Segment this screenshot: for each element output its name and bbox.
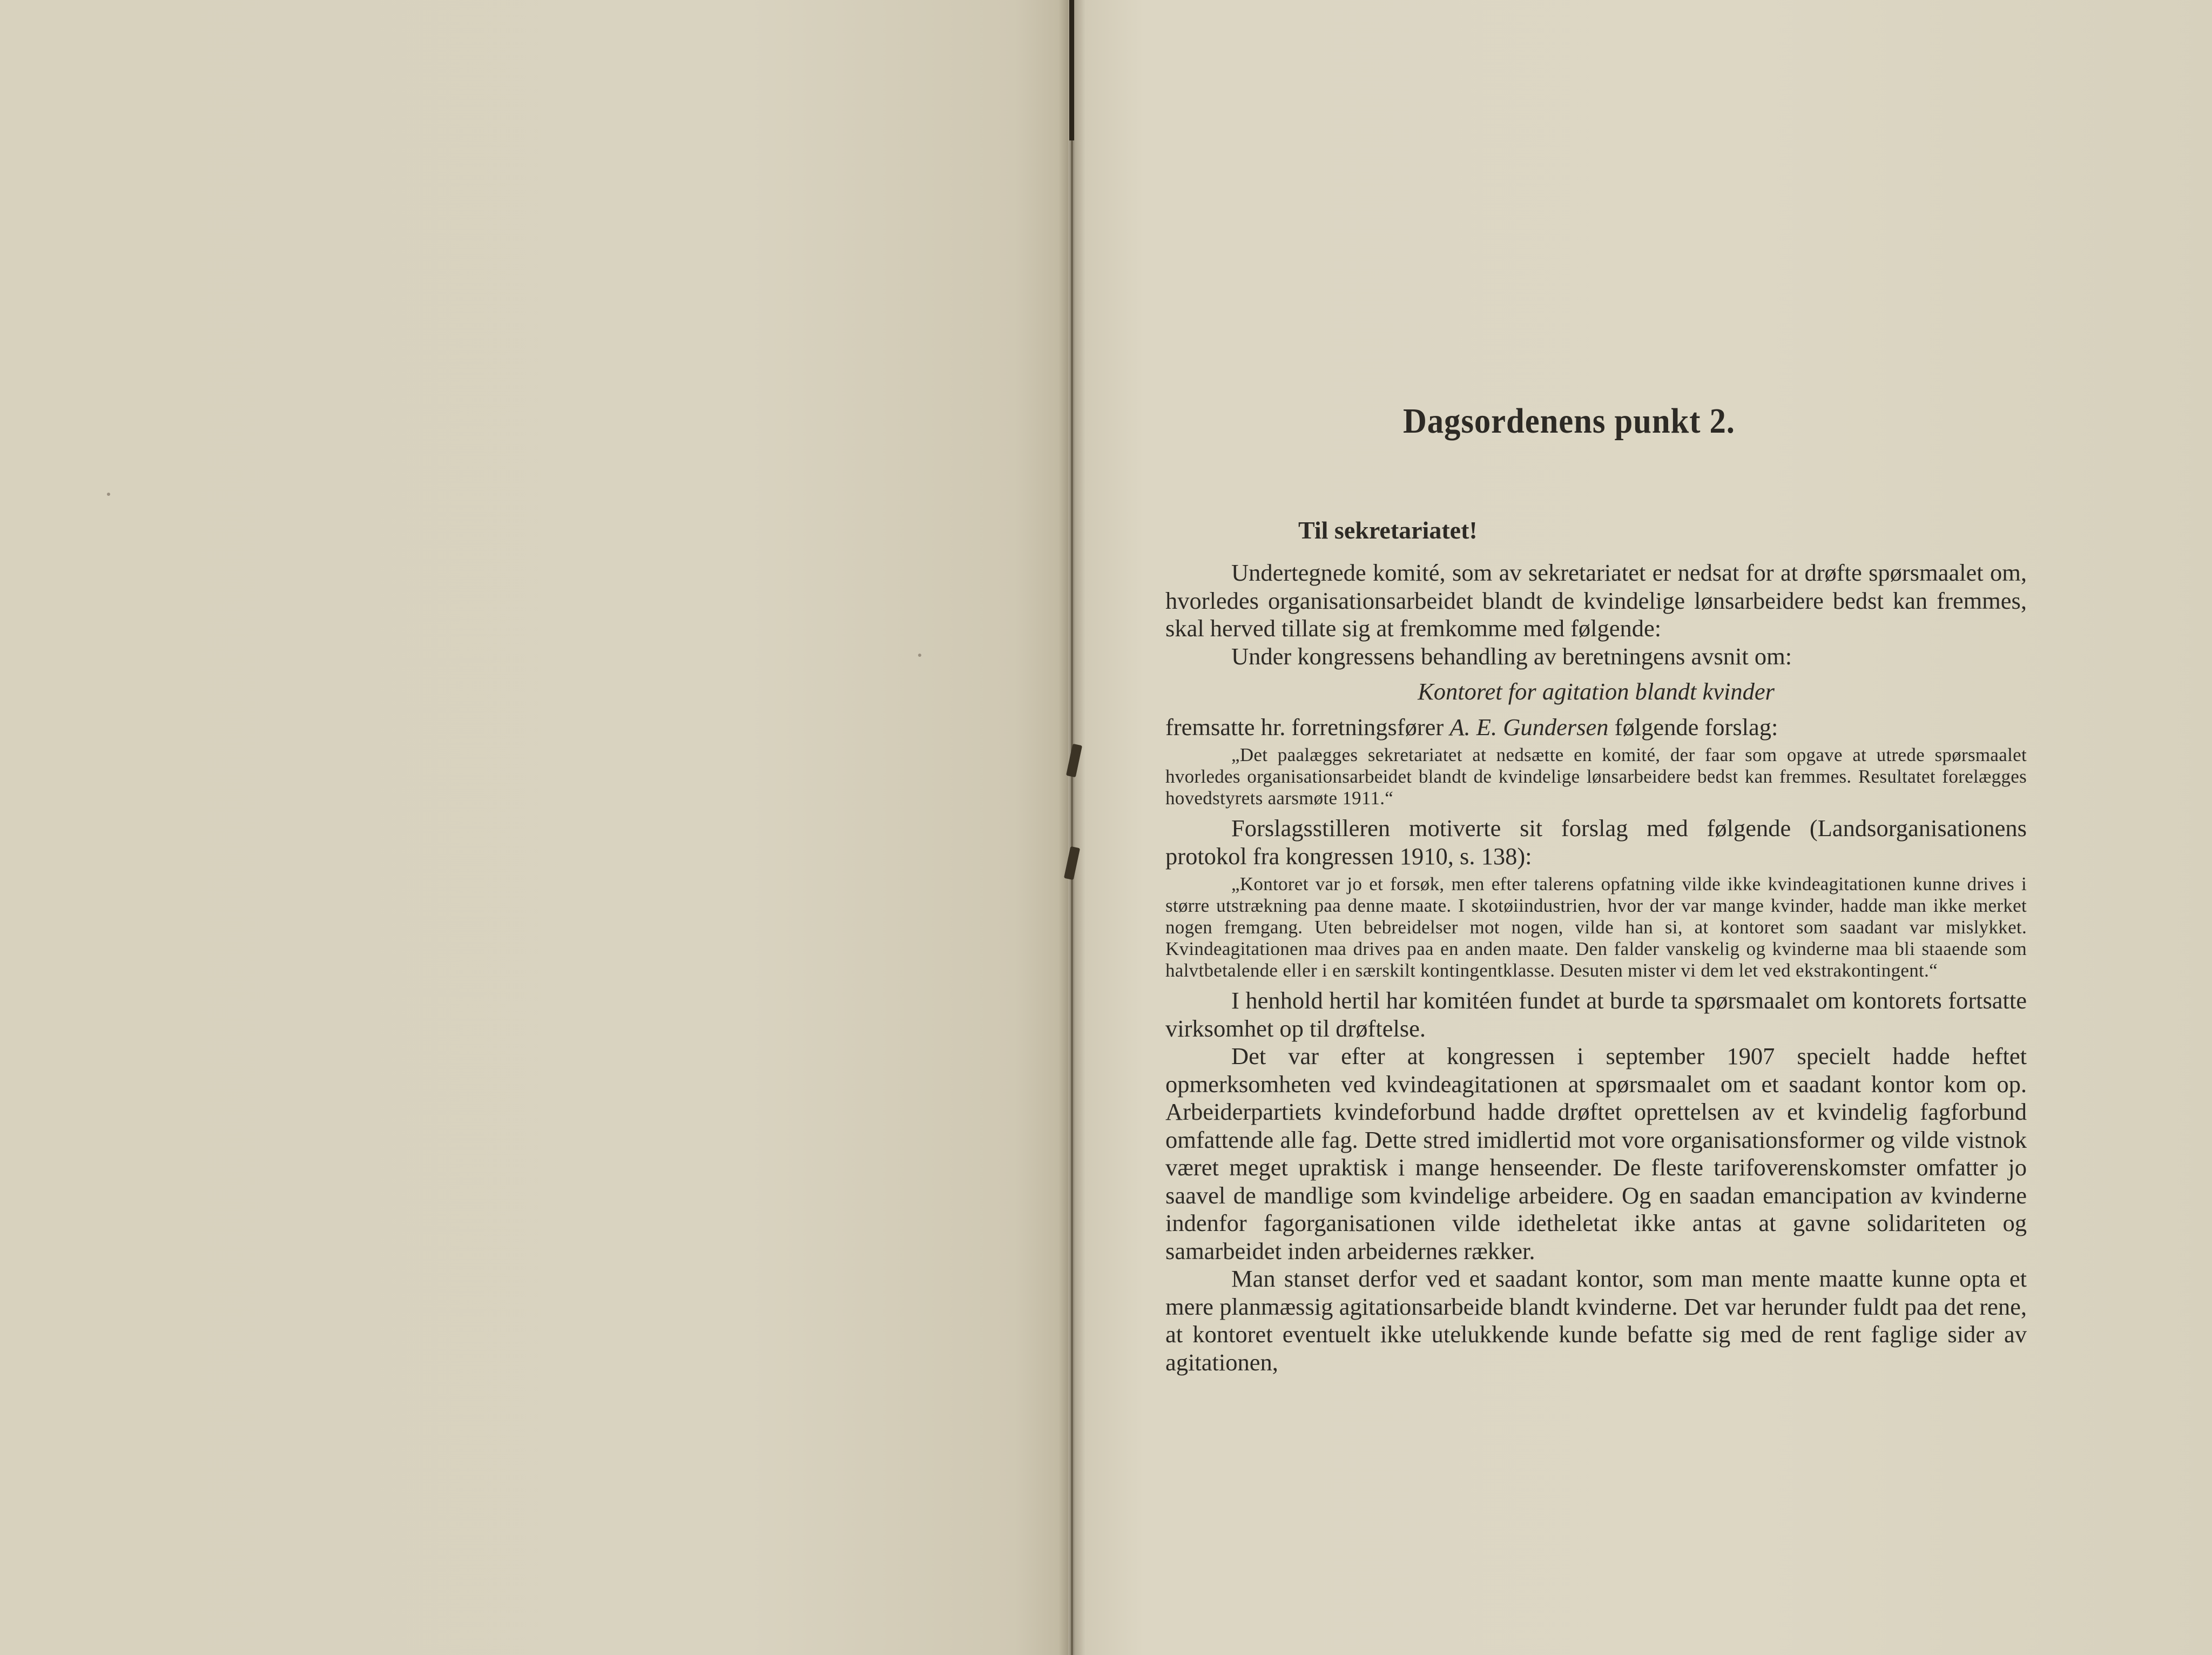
paragraph: Undertegnede komité, som av sekretariatet er nedsat for at drøfte spørsmaalet om, hvorledes organisationsarbeidet blandt de kvindelige lønsarbeidere bedst kan fremmes, skal herved tillate sig at fremkomme med følgende:: [1165, 559, 2027, 642]
page-title: Dagsordenens punkt 2.: [1403, 401, 1735, 441]
paragraph-text: fremsatte hr. forretningsfører: [1165, 713, 1450, 741]
paragraph: Under kongressens behandling av beretningens avsnit om:: [1231, 642, 1792, 670]
left-page-blank: [0, 0, 1068, 1655]
paragraph: Forslagsstilleren motiverte sit forslag med følgende (Landsorganisationens protokol fra kongressen 1910, s. 138):: [1165, 815, 2027, 870]
block-quote: „Kontoret var jo et forsøk, men efter talerens opfatning vilde ikke kvindeagitationen kunne drives i større utstrækning paa denne maate. I skotøiindustrien, hvor der var mange kvinder, hadde man ikke merket nogen fremgang. Uten bebreidelser mot nogen, vilde han si, at kontoret som saadant var mislykket. Kvindeagitationen maa drives paa en anden maate. Den falder vanskelig og kvinderne maa bli staaende som halvtbetalende eller i en særskilt kontingentklasse. Desuten mister vi dem let ved ekstrakontingent.“: [1165, 873, 2027, 981]
paragraph: Det var efter at kongressen i september 1907 specielt hadde heftet opmerksomheten ved kvindeagitationen at spørsmaalet om et saadant kontor kom op. Arbeiderpartiets kvindeforbund hadde drøftet oprettelsen av et kvindelig fagforbund omfattende alle fag. Dette stred imidlertid mot vore organisationsformer og vilde vistnok været meget upraktisk i mange henseender. De fleste tarifoverenskomster omfatter jo saavel de mandlige som kvindelige arbeidere. Og en saadan emancipation av kvinderne indenfor fagorganisationen vilde idetheletat ikke antas at gavne solidariteten og samarbeidet inden arbeidernes rækker.: [1165, 1042, 2027, 1264]
spine-fold-line: [1071, 0, 1073, 1655]
person-name: A. E. Gundersen: [1449, 713, 1609, 741]
paragraph-text: følgende forslag:: [1608, 713, 1778, 741]
paper-speck: [918, 654, 921, 657]
spine-binding-top: [1069, 0, 1074, 140]
document-body: [1165, 559, 2027, 1376]
paragraph: Man stanset derfor ved et saadant kontor, som man mente maatte kunne opta et mere planmæssig agitationsarbeide blandt kvinderne. Det var herunder fuldt paa det rene, at kontoret eventuelt ikke utelukkende kunde befatte sig med de rent faglige sider av agitationen,: [1165, 1265, 2027, 1376]
paper-speck: [107, 493, 110, 496]
salutation: Til sekretariatet!: [1298, 516, 1478, 544]
block-quote: „Det paalægges sekretariatet at nedsætte en komité, der faar som opgave at utrede spørsmaalet hvorledes organisationsarbeidet blandt de kvindelige lønsarbeidere bedst kan fremmes. Resultatet forelægges hovedstyrets aarsmøte 1911.“: [1165, 744, 2027, 809]
paragraph: [1165, 714, 2027, 742]
paragraph: I henhold hertil har komitéen fundet at burde ta spørsmaalet om kontorets fortsatte virksomhet op til drøftelse.: [1165, 987, 2027, 1042]
section-title-italic: Kontoret for agitation blandt kvinder: [1418, 678, 1775, 705]
